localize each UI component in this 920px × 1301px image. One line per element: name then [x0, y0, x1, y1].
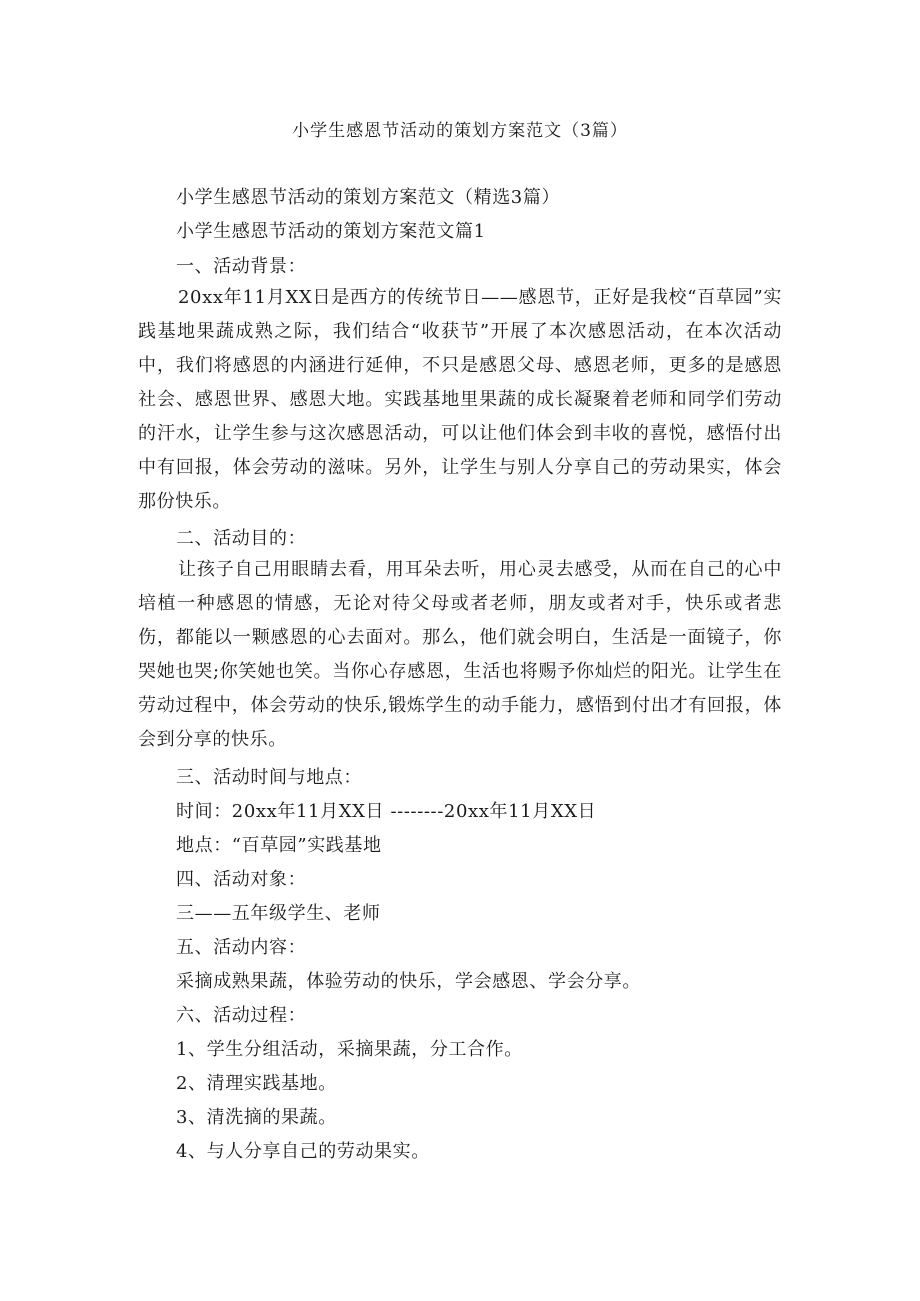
section-body-participants: 三——五年级学生、老师: [176, 903, 381, 924]
section-heading-background: 一、活动背景：: [176, 256, 307, 277]
process-step-1: 1、学生分组活动，采摘果蔬，分工合作。: [176, 1039, 523, 1060]
process-step-4: 4、与人分享自己的劳动果实。: [176, 1141, 430, 1162]
document-subtitle: 小学生感恩节活动的策划方案范文（精选3篇）: [176, 187, 561, 208]
part-heading: 小学生感恩节活动的策划方案范文篇1: [176, 221, 486, 242]
section-heading-process: 六、活动过程：: [176, 1005, 307, 1026]
section-heading-content: 五、活动内容：: [176, 937, 307, 958]
section-body-background: 20xx年11月XX日是西方的传统节日——感恩节，正好是我校“百草园”实践基地果蔬成熟之际，我们结合“收获节”开展了本次感恩活动，在本次活动中，我们将感恩的内涵进行延伸，不只是感恩父母、感恩老师，更多的是感恩社会、感恩世界、感恩大地。实践基地里果蔬的成长凝聚着老师和同学们劳动的汗水，让学生参与这次感恩活动，可以让他们体会到丰收的喜悦，感悟付出中有回报，体会劳动的滋味。另外，让学生与别人分享自己的劳动果实，体会那份快乐。: [138, 287, 782, 512]
section-body-purpose: 让孩子自己用眼睛去看，用耳朵去听，用心灵去感受，从而在自己的心中培植一种感恩的情感，无论对待父母或者老师，朋友或者对手，快乐或者悲伤，都能以一颗感恩的心去面对。那么，他们就会明白，生活是一面镜子，你哭她也哭;你笑她也笑。当你心存感恩，生活也将赐予你灿烂的阳光。让学生在劳动过程中，体会劳动的快乐,锻炼学生的动手能力，感悟到付出才有回报，体会到分享的快乐。: [138, 559, 782, 750]
activity-time: 时间：20xx年11月XX日 --------20xx年11月XX日: [176, 801, 597, 822]
process-step-3: 3、清洗摘的果蔬。: [176, 1107, 337, 1128]
section-body-content: 采摘成熟果蔬，体验劳动的快乐，学会感恩、学会分享。: [176, 971, 641, 992]
section-heading-purpose: 二、活动目的：: [176, 528, 307, 549]
process-step-2: 2、清理实践基地。: [176, 1073, 337, 1094]
document-title: 小学生感恩节活动的策划方案范文（3篇）: [292, 121, 628, 141]
section-heading-time-place: 三、活动时间与地点：: [176, 767, 362, 788]
section-heading-participants: 四、活动对象：: [176, 869, 307, 890]
activity-place: 地点：“百草园”实践基地: [176, 835, 382, 856]
